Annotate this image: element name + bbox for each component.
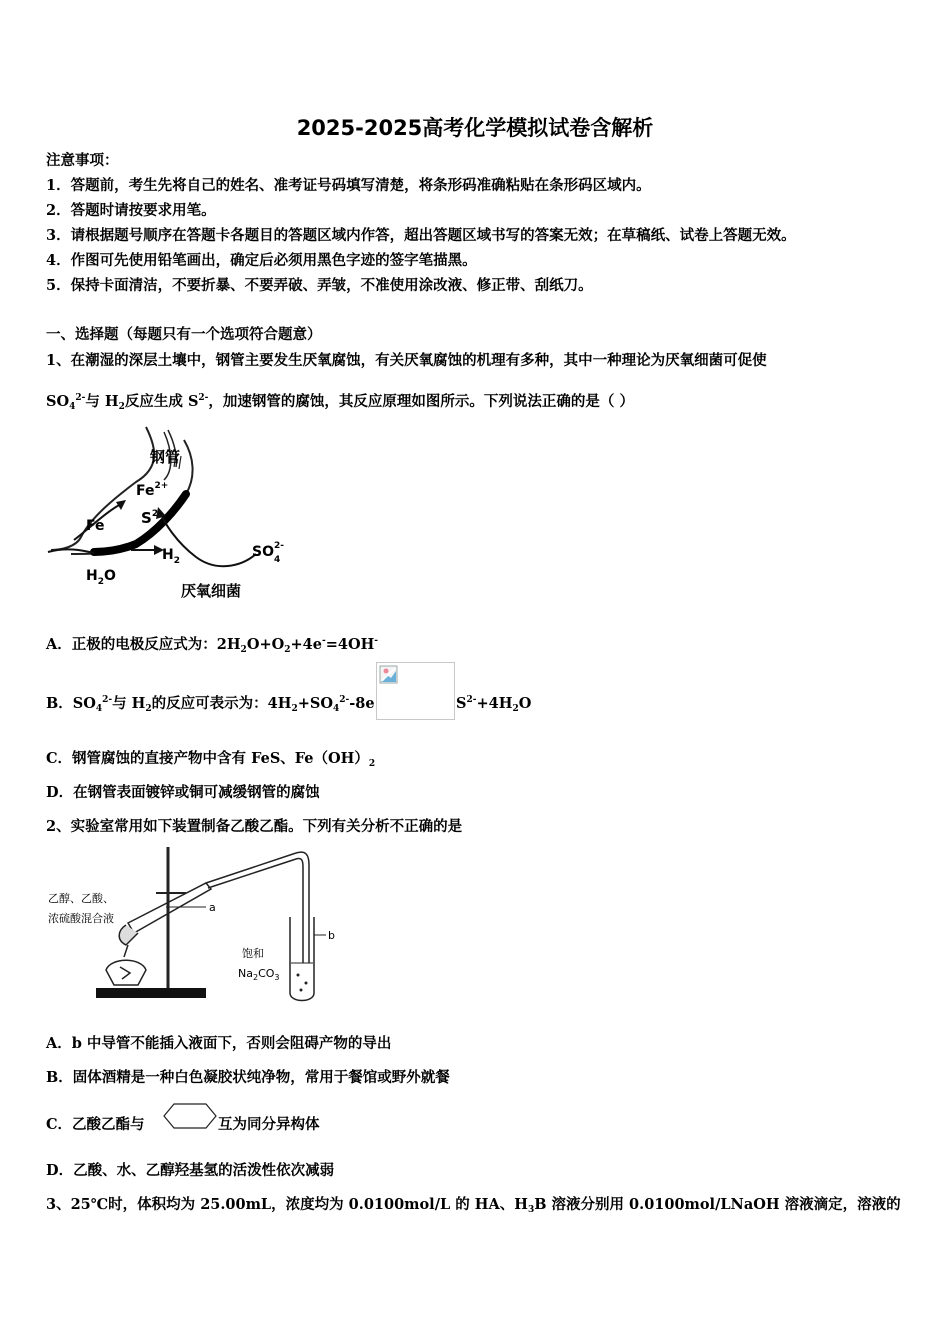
label-a: a [209, 901, 216, 914]
q1-option-d: D．在钢管表面镀锌或铜可减缓钢管的腐蚀 [46, 784, 320, 801]
so4-label: SO [252, 544, 274, 560]
svg-text:H2: $H_2$ [162, 547, 180, 566]
fe-label: Fe [86, 518, 105, 534]
q1-stem-line2: $SO_4^{2-}$与 $H_2$反应生成 $S^{2-}$，加速钢管的腐蚀，其反应原理如图所示。下列说法正确的是（ ） [46, 393, 634, 412]
notice-item: 4．作图可先使用铅笔画出，确定后必须用黑色字迹的签字笔描黑。 [46, 252, 477, 269]
pipe-label: 钢管 [150, 448, 181, 466]
q2-option-c-suffix: 互为同分异构体 [218, 1116, 320, 1133]
notice-item: 2．答题时请按要求用笔。 [46, 202, 216, 219]
q2-option-d: D．乙酸、水、乙醇羟基氢的活泼性依次减弱 [46, 1162, 335, 1179]
notice-heading: 注意事项： [46, 152, 119, 169]
svg-text:SO2-4: $SO^{2-}4$ [252, 541, 284, 565]
fe2-label: Fe [136, 483, 155, 499]
notice-item: 5．保持卡面清洁，不要折暴、不要弄破、弄皱，不准使用涂改液、修正带、刮纸刀。 [46, 277, 593, 294]
apparatus-diagram [46, 845, 346, 1005]
hexagon-structure [162, 1101, 218, 1131]
svg-text:S2-: $S^{2-}$ [141, 509, 162, 527]
q2-option-b: B．固体酒精是一种白色凝胶状纯净物，常用于餐馆或野外就餐 [46, 1069, 450, 1086]
notice-item: 3．请根据题号顺序在答题卡各题目的答题区域内作答，超出答题区域书写的答案无效；在草稿纸、试卷上答题无效。 [46, 227, 796, 244]
broken-image-icon [379, 665, 399, 685]
q1-option-a: A．正极的电极反应式为：$2H_2O+O_2+4e^-=4OH^-$ [46, 636, 379, 655]
q1-option-b-tail: $S^{2-}+4H_2O$ [456, 695, 532, 714]
na2co3-label: Na [238, 967, 253, 980]
svg-text:Na2CO3: $Na_2CO_3$ [238, 967, 280, 982]
label-b: b [328, 929, 335, 942]
q3-stem: 3、25℃时，体积均为 25.00mL，浓度均为 0.0100mol/L 的 HA、$H_3B$ 溶液分别用 0.0100mol/LNaOH 溶液滴定，溶液的 [46, 1196, 901, 1215]
q2-option-c-prefix: C．乙酸乙酯与 [46, 1116, 145, 1133]
svg-text:Fe2+: $Fe^{2+}$ [136, 481, 169, 499]
saturated-label: 饱和 [242, 947, 264, 960]
corrosion-diagram [46, 422, 316, 604]
q1-stem-line1: 1、在潮湿的深层土壤中，钢管主要发生厌氧腐蚀，有关厌氧腐蚀的机理有多种，其中一种理论为厌氧细菌可促使 [46, 352, 767, 369]
q2-stem: 2、实验室常用如下装置制备乙酸乙酯。下列有关分析不正确的是 [46, 818, 463, 835]
mixture-label-1: 乙醇、乙酸、 [48, 892, 114, 905]
bacteria-label: 厌氧细菌 [181, 582, 242, 600]
q1-option-c: C．钢管腐蚀的直接产物中含有 FeS、$Fe(OH)_2$ [46, 750, 376, 769]
mixture-label-2: 浓硫酸混合液 [48, 912, 114, 925]
broken-image-placeholder [376, 662, 455, 720]
q1-option-b: B．$SO_4^{2-}$与 $H_2$的反应可表示为：$4H_2+SO_4^{2-}-8e$ [46, 695, 375, 714]
q2-option-a: A．b 中导管不能插入液面下，否则会阻碍产物的导出 [46, 1035, 392, 1052]
h2o-label: H [86, 568, 98, 584]
svg-text:H2O: $H_2O$ [86, 568, 116, 587]
section-heading: 一、选择题（每题只有一个选项符合题意） [46, 326, 322, 343]
page-title: 2025-2025高考化学模拟试卷含解析 [296, 116, 654, 140]
h2-label: H [162, 547, 174, 563]
s2-label: S [141, 509, 152, 527]
notice-item: 1．答题前，考生先将自己的姓名、准考证号码填写清楚，将条形码准确粘贴在条形码区域内。 [46, 177, 651, 194]
